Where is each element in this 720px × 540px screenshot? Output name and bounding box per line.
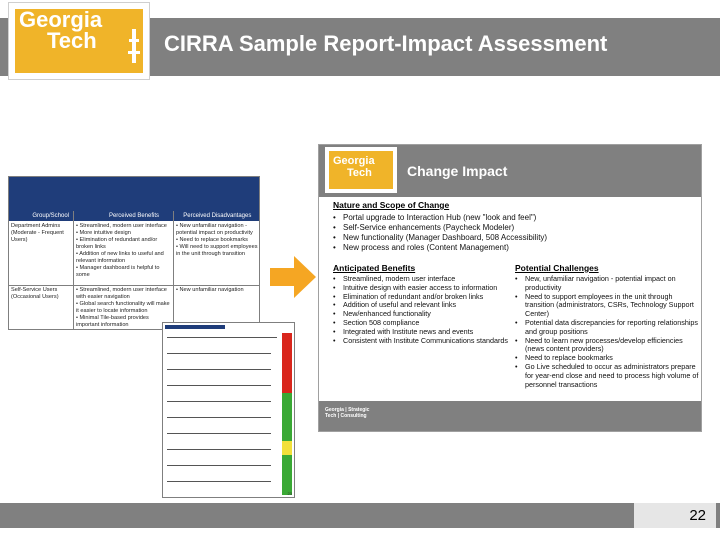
challenges-heading: Potential Challenges (515, 263, 599, 273)
scope-list (333, 213, 693, 253)
chart-line (167, 465, 271, 466)
page-number: 22 (689, 507, 706, 524)
list-item: • New/enhanced functionality (333, 310, 509, 319)
footer-line-2: Tech | Consulting (325, 413, 367, 419)
list-item: • New process and roles (Content Management) (333, 243, 693, 253)
list-item: • Elimination of redundant and/or broken links (333, 293, 509, 302)
table-cell-benefits: • Streamlined, modern user interface with easier navigation • Global search functionality will make it easier to locate information • Minimal Tile-based provides important information (76, 287, 170, 328)
chart-line (167, 433, 271, 434)
list-item: • Portal upgrade to Interaction Hub (new "look and feel") (333, 213, 693, 223)
list-item: • Need to learn new processes/develop efficiencies (news content providers) (515, 337, 699, 355)
row-divider (9, 285, 259, 286)
logo-line-2: Tech (347, 167, 372, 179)
page-number-box (634, 503, 716, 528)
table-header-strip (9, 177, 259, 211)
challenges-list (515, 275, 699, 389)
column-divider (173, 211, 174, 330)
chart-line (167, 337, 277, 338)
table-cell-group: Department Admins (Moderate - Frequent Users) (11, 223, 64, 243)
georgia-tech-logo (8, 2, 150, 80)
logo-text (19, 9, 102, 51)
list-item: • Integrated with Institute news and events (333, 328, 509, 337)
tower-icon (127, 29, 141, 63)
table-column-headers (9, 211, 259, 221)
chart-line (167, 481, 271, 482)
list-item: • Self-Service enhancements (Paycheck Modeler) (333, 223, 693, 233)
slide-thumb-logo-text (329, 151, 393, 189)
list-item: • Potential data discrepancies for reporting relationships and group positions (515, 319, 699, 337)
list-item: • Need to support employees in the unit through transition (administrators, CSRs, Technology Support Center) (515, 293, 699, 319)
chart-line (167, 369, 271, 370)
impact-bar-green (282, 393, 292, 441)
list-item: • Consistent with Institute Communications standards (333, 337, 509, 346)
column-header: Group/School (32, 213, 70, 219)
table-cell-disadvantages: • New unfamiliar navigation - potential impact on productivity • Need to replace bookmarks • Will need to support employees in the unit through transition (176, 223, 258, 257)
chart-line (167, 449, 271, 450)
slide-thumb-title: Change Impact (407, 163, 508, 179)
column-divider (73, 211, 74, 330)
footer-line-1: Georgia | Strategic (325, 407, 370, 413)
chart-line (167, 417, 271, 418)
list-item: • Go Live scheduled to occur as administrators prepare for year-end close and need to process high volume of personnel transactions (515, 363, 699, 389)
footer-bar (0, 503, 720, 528)
list-item: • Section 508 compliance (333, 319, 509, 328)
list-item: • New, unfamiliar navigation - potential impact on productivity (515, 275, 699, 293)
logo-line-1: Georgia (333, 155, 375, 167)
footer-logo-text (325, 407, 369, 419)
logo-line-2: Tech (47, 28, 97, 53)
chart-page-number: 23 (287, 491, 292, 496)
list-item: • Need to replace bookmarks (515, 354, 699, 363)
logo-line-1: Georgia (19, 7, 103, 32)
impact-color-bar (282, 333, 292, 495)
benefits-list (333, 275, 509, 345)
slide-title: CIRRA Sample Report-Impact Assessment (164, 31, 608, 56)
chart-line (167, 385, 271, 386)
impact-bar-yellow (282, 441, 292, 455)
scope-heading: Nature and Scope of Change (333, 200, 450, 210)
chart-header-strip (165, 325, 225, 329)
column-header: Perceived Disadvantages (183, 213, 252, 219)
list-item: • Addition of useful and relevant links (333, 301, 509, 310)
impact-chart-thumbnail (162, 322, 295, 498)
change-impact-slide-thumbnail (318, 144, 702, 432)
list-item: • New functionality (Manager Dashboard, 508 Accessibility) (333, 233, 693, 243)
assessment-table-thumbnail (8, 176, 260, 330)
list-item: • Streamlined, modern user interface (333, 275, 509, 284)
column-header: Perceived Benefits (108, 213, 159, 219)
table-cell-group: Self-Service Users (Occasional Users) (11, 287, 59, 300)
impact-bar-red (282, 333, 292, 393)
slide-thumb-footer (319, 401, 701, 431)
list-item: • Intuitive design with easier access to information (333, 284, 509, 293)
table-cell-benefits: • Streamlined, modern user interface • More intuitive design • Elimination of redundant and/or broken links • Addition of new links to useful and relevant information • Manager dashboard is helpful to some (76, 223, 167, 278)
table-cell-disadvantages: • New unfamiliar navigation (176, 287, 244, 293)
chart-line (167, 353, 271, 354)
slide-thumb-logo (325, 147, 397, 193)
impact-bar-green (282, 455, 292, 495)
arrow-right-icon (270, 254, 316, 300)
chart-line (167, 401, 271, 402)
benefits-heading: Anticipated Benefits (333, 263, 416, 273)
